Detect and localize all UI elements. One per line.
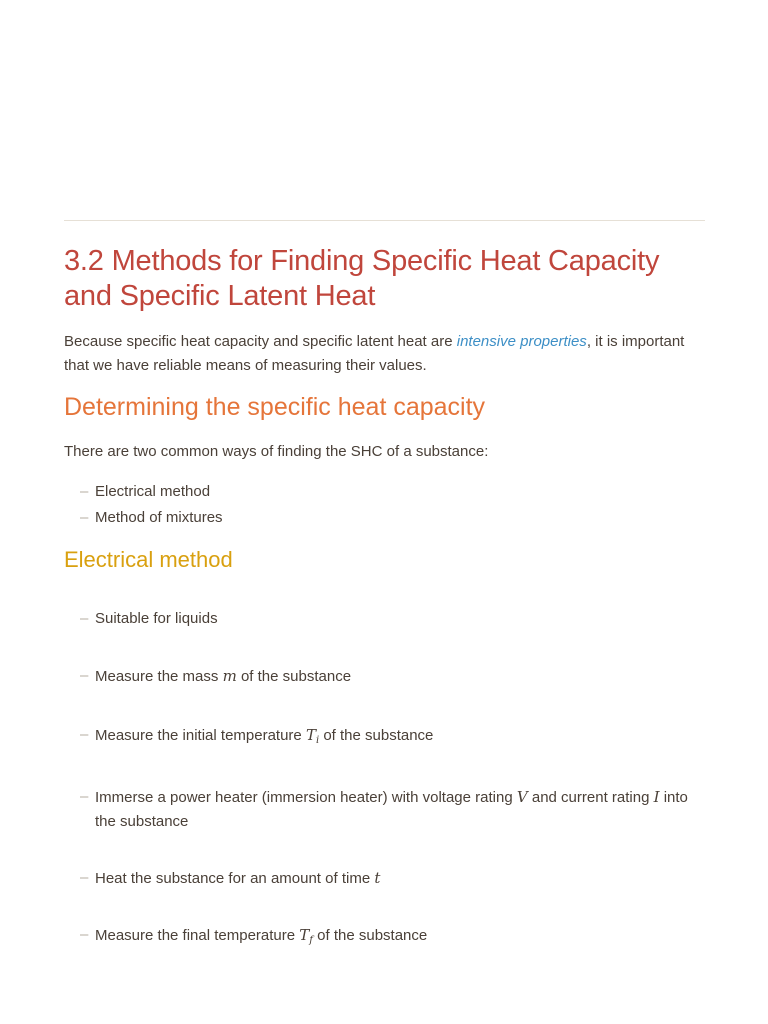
- list-dash: –: [80, 926, 89, 943]
- step-suitable-liquids: Suitable for liquids: [95, 610, 218, 627]
- step-immerse-heater: Immerse a power heater (immersion heater) with voltage rating V and current rating I into the substance: [95, 788, 688, 830]
- list-item: [80, 723, 710, 753]
- mass-variable: m: [222, 667, 237, 685]
- list-dash: –: [80, 610, 89, 627]
- current-variable: I: [653, 788, 660, 806]
- method-mixtures: Method of mixtures: [95, 509, 223, 526]
- list-dash: –: [80, 869, 89, 886]
- final-temp-variable: T: [299, 926, 310, 944]
- methods-list: [80, 480, 710, 532]
- intensive-properties-link[interactable]: intensive properties: [456, 333, 587, 350]
- list-item: [80, 866, 710, 891]
- electrical-steps-list: [80, 607, 710, 953]
- list-item: [80, 664, 710, 689]
- section-title: 3.2 Methods for Finding Specific Heat Capacity and Specific Latent Heat: [64, 245, 660, 312]
- final-temp-subscript: f: [309, 935, 313, 946]
- step-initial-temperature: Measure the initial temperature $T_i$ of the substance: [95, 726, 434, 746]
- list-dash: –: [80, 483, 89, 500]
- step-heat-time: Heat the substance for an amount of time t: [95, 869, 381, 887]
- section-divider: [64, 220, 705, 221]
- step-final-temperature: Measure the final temperature $T_f$ of the substance: [95, 926, 428, 946]
- step-measure-mass: Measure the mass m of the substance: [95, 667, 352, 685]
- initial-temp-variable: T: [305, 726, 316, 744]
- list-item: [80, 480, 710, 506]
- list-dash: –: [80, 788, 89, 805]
- method-electrical: Electrical method: [95, 483, 211, 500]
- list-dash: –: [80, 509, 89, 526]
- list-dash: –: [80, 667, 89, 684]
- electrical-method-heading: Electrical method: [64, 547, 233, 572]
- list-item: [80, 607, 710, 631]
- voltage-variable: V: [516, 788, 528, 806]
- list-item: [80, 923, 710, 953]
- intro-text-end: , it is important that we have reliable means of measuring their values.: [64, 333, 685, 374]
- shc-heading: Determining the specific heat capacity: [64, 393, 486, 421]
- intro-text-start: Because specific heat capacity and specific latent heat are: [64, 333, 457, 350]
- time-variable: t: [374, 869, 381, 887]
- intro-paragraph: [64, 330, 704, 378]
- list-item: [80, 785, 710, 834]
- shc-lead: There are two common ways of finding the SHC of a substance:: [64, 443, 489, 460]
- list-item: [80, 506, 710, 532]
- initial-temp-subscript: i: [315, 735, 320, 746]
- list-dash: –: [80, 726, 89, 743]
